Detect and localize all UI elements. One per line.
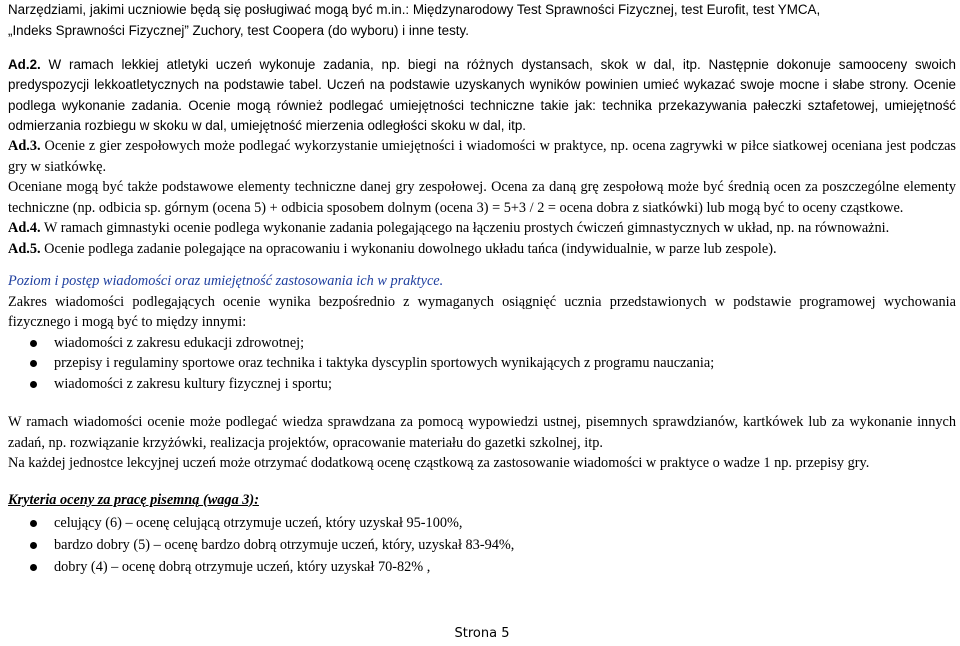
ad3-text: Ocenie z gier zespołowych może podlegać wykorzystanie umiejętności i wiadomości w praktyce, np. ocena zagrywki w piłce siatkowej oceniana jest podczas gry w siatkówkę. — [8, 138, 956, 175]
list-item-text: bardzo dobry (5) – ocenę bardzo dobrą otrzymuje uczeń, który, uzyskał 83-94%, — [54, 537, 515, 554]
document-page — [8, 0, 956, 646]
bullet-icon — [30, 381, 37, 388]
intro-line-2: „Indeks Sprawności Fizycznej” Zuchory, test Coopera (do wyboru) i inne testy. — [8, 22, 469, 38]
section-heading: Poziom i postęp wiadomości oraz umiejętność zastosowania ich w praktyce. — [8, 273, 444, 290]
ad2-paragraph — [8, 55, 956, 136]
intro-line-1: Narzędziami, jakimi uczniowie będą się posługiwać mogą być m.in.: Międzynarodowy Test Sprawności Fizycznej, test Eurofit, test YMCA, — [8, 2, 821, 17]
list-item-text: wiadomości z zakresu kultury fizycznej i sportu; — [54, 375, 332, 392]
ad4-label: Ad.4. — [8, 220, 41, 237]
section-paragraph-3: Na każdej jednostce lekcyjnej uczeń może otrzymać dodatkową ocenę cząstkową za zastosowanie wiadomości w praktyce o wadze 1 np. przepisy gry. — [8, 455, 870, 472]
ad2-text: W ramach lekkiej atletyki uczeń wykonuje zadania, np. biegi na różnych dystansach, skok w dal, itp. Następnie dokonuje samooceny swoich predyspozycji lekkoatletycznych na podstawie tabel. Uczeń na podstawie uzyskanych wyników powinien umieć wykazać swoje mocne i słabe strony. Ocenie podlega wykonanie zadania. Ocenie mogą również podlegać umiejętności techniczne takie jak: technika przekazywania pałeczki sztafetowej, umiejętność odmierzania rozbiegu w skoku w dal, umiejętność mierzenia odległości skoku w dal, itp. — [8, 57, 956, 133]
ad5-paragraph — [8, 239, 956, 260]
section-paragraph-1: Zakres wiadomości podlegających ocenie wynika bezpośrednio z wymaganych osiągnięć ucznia przedstawionych w podstawie programowej wychowania fizycznego i mogą być to między innymi: — [8, 293, 956, 331]
bullet-icon — [30, 520, 37, 527]
list-item — [8, 353, 956, 374]
criteria-heading: Kryteria oceny za pracę pisemną (waga 3): — [8, 491, 259, 508]
list-item — [8, 374, 956, 395]
criteria-list — [8, 512, 956, 578]
list-item — [8, 534, 956, 556]
list-item — [8, 512, 956, 534]
ad3-paragraph-2: Oceniane mogą być także podstawowe elementy techniczne danej gry zespołowej. Ocena za daną grę zespołową może być średnią ocen za poszczególne elementy techniczne (np. odbicia sp. górnym (ocena 5) + odbicia sposobem dolnym (ocena 3) = 5+3 / 2 = ocena dobra z siatkówki) lub mogą być to oceny cząstkowe. — [8, 179, 956, 216]
list-item — [8, 333, 956, 354]
bullet-icon — [30, 564, 37, 571]
ad4-text: W ramach gimnastyki ocenie podlega wykonanie zadania polegającego na łączeniu prostych ćwiczeń gimnastycznych w układ, np. na równoważni. — [40, 220, 890, 237]
bullet-icon — [30, 340, 37, 347]
list-item-text: przepisy i regulaminy sportowe oraz technika i taktyka dyscyplin sportowych wynikających z programu nauczania; — [54, 355, 715, 372]
ad2-label: Ad.2. — [8, 57, 41, 72]
bullet-icon — [30, 542, 37, 549]
list-item-text: wiadomości z zakresu edukacji zdrowotnej; — [54, 334, 305, 351]
ad5-label: Ad.5. — [8, 240, 41, 257]
list-item — [8, 556, 956, 578]
page-number: Strona 5 — [454, 626, 510, 641]
ad3-paragraph — [8, 136, 956, 177]
section-paragraph-2: W ramach wiadomości ocenie może podlegać wiedza sprawdzana za pomocą wypowiedzi ustnej, pisemnych sprawdzianów, kartkówek lub za wykonanie innych zadań, np. rozwiązanie krzyżówki, realizacja projektów, opracowanie materiału do gazetki szkolnej, itp. — [8, 414, 956, 451]
ad4-paragraph — [8, 218, 956, 239]
list-item-text: dobry (4) – ocenę dobrą otrzymuje uczeń, który uzyskał 70-82% , — [54, 559, 431, 576]
bullet-icon — [30, 360, 37, 367]
ad3-label: Ad.3. — [8, 138, 41, 155]
list-item-text: celujący (6) – ocenę celującą otrzymuje uczeń, który uzyskał 95-100%, — [54, 515, 463, 532]
ad5-text: Ocenie podlega zadanie polegające na opracowaniu i wykonaniu dowolnego układu tańca (indywidualnie, w parze lub zespole). — [40, 240, 777, 257]
knowledge-list — [8, 333, 956, 395]
